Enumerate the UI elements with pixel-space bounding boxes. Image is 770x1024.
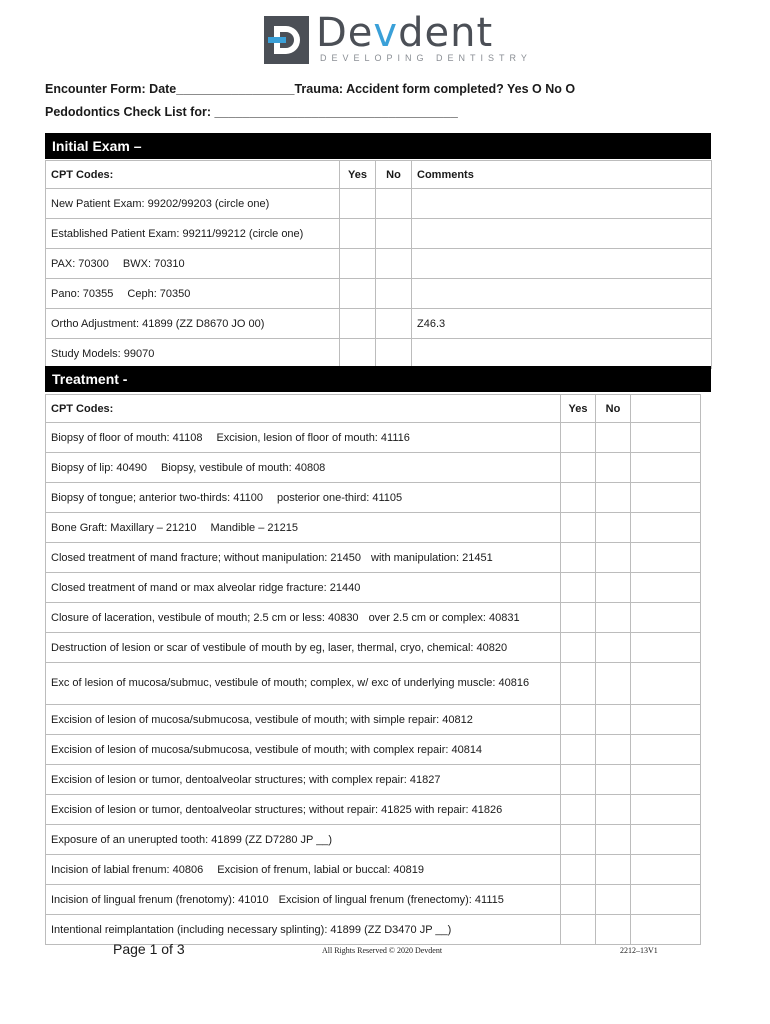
notes-cell[interactable] — [631, 603, 701, 633]
table-row — [46, 219, 712, 249]
notes-cell[interactable] — [631, 735, 701, 765]
initial-exam-heading: Initial Exam – — [45, 133, 711, 159]
page-number: Page 1 of 3 — [113, 941, 185, 957]
comment-cell[interactable] — [412, 189, 712, 219]
table-row — [46, 513, 701, 543]
comment-cell[interactable] — [412, 249, 712, 279]
form-code: 2212–13V1 — [620, 946, 658, 955]
devdent-logo-mark-icon — [264, 16, 309, 64]
no-cell[interactable] — [596, 795, 631, 825]
table-row — [46, 885, 701, 915]
yes-cell[interactable] — [561, 795, 596, 825]
no-cell[interactable] — [376, 189, 412, 219]
no-header: No — [596, 395, 631, 423]
comment-cell[interactable]: Z46.3 — [412, 309, 712, 339]
no-cell[interactable] — [596, 855, 631, 885]
no-cell[interactable] — [596, 483, 631, 513]
yes-cell[interactable] — [561, 915, 596, 945]
yes-header: Yes — [340, 161, 376, 189]
treatment-table — [45, 394, 701, 945]
cpt-cell: Closed treatment of mand or max alveolar ridge fracture: 21440 — [46, 573, 561, 603]
logo-wordmark: Devdent — [316, 10, 494, 56]
notes-cell[interactable] — [631, 795, 701, 825]
no-cell[interactable] — [596, 423, 631, 453]
cpt-cell: Destruction of lesion or scar of vestibule of mouth by eg, laser, thermal, cryo, chemical: 40820 — [46, 633, 561, 663]
cpt-cell: Excision of lesion of mucosa/submucosa, vestibule of mouth; with simple repair: 40812 — [46, 705, 561, 735]
cpt-cell: Established Patient Exam: 99211/99212 (circle one) — [46, 219, 340, 249]
no-cell[interactable] — [596, 915, 631, 945]
yes-cell[interactable] — [561, 603, 596, 633]
notes-cell[interactable] — [631, 543, 701, 573]
yes-cell[interactable] — [561, 483, 596, 513]
yes-cell[interactable] — [561, 705, 596, 735]
notes-cell[interactable] — [631, 663, 701, 705]
initial-exam-table — [45, 160, 712, 369]
cpt-cell: Closure of laceration, vestibule of mouth; 2.5 cm or less: 40830 over 2.5 cm or complex: 40831 — [46, 603, 561, 633]
table-row — [46, 603, 701, 633]
table-row — [46, 423, 701, 453]
notes-cell[interactable] — [631, 825, 701, 855]
yes-cell[interactable] — [561, 663, 596, 705]
yes-cell[interactable] — [561, 855, 596, 885]
copyright-notice: All Rights Reserved © 2020 Devdent — [322, 946, 443, 955]
no-cell[interactable] — [596, 453, 631, 483]
notes-cell[interactable] — [631, 705, 701, 735]
devdent-logo — [264, 10, 532, 68]
cpt-cell: PAX: 70300 BWX: 70310 — [46, 249, 340, 279]
no-header: No — [376, 161, 412, 189]
notes-cell[interactable] — [631, 423, 701, 453]
no-cell[interactable] — [596, 663, 631, 705]
cpt-cell: Incision of lingual frenum (frenotomy): 41010 Excision of lingual frenum (frenectomy): 41115 — [46, 885, 561, 915]
yes-cell[interactable] — [340, 189, 376, 219]
yes-cell[interactable] — [340, 309, 376, 339]
no-cell[interactable] — [596, 885, 631, 915]
table-row — [46, 309, 712, 339]
yes-cell[interactable] — [561, 513, 596, 543]
no-cell[interactable] — [596, 735, 631, 765]
table-row — [46, 483, 701, 513]
no-cell[interactable] — [376, 249, 412, 279]
no-cell[interactable] — [376, 279, 412, 309]
notes-cell[interactable] — [631, 453, 701, 483]
notes-cell[interactable] — [631, 915, 701, 945]
checklist-line: Pedodontics Check List for: ___________________________________ — [45, 105, 458, 119]
no-cell[interactable] — [376, 339, 412, 369]
yes-cell[interactable] — [340, 339, 376, 369]
yes-cell[interactable] — [561, 573, 596, 603]
notes-cell[interactable] — [631, 765, 701, 795]
table-row — [46, 795, 701, 825]
comment-cell[interactable] — [412, 339, 712, 369]
yes-cell[interactable] — [340, 219, 376, 249]
yes-cell[interactable] — [561, 543, 596, 573]
treatment-header-row — [46, 395, 701, 423]
yes-cell[interactable] — [561, 423, 596, 453]
table-row — [46, 189, 712, 219]
notes-cell[interactable] — [631, 885, 701, 915]
yes-cell[interactable] — [561, 765, 596, 795]
table-row — [46, 573, 701, 603]
cpt-cell: New Patient Exam: 99202/99203 (circle one) — [46, 189, 340, 219]
cpt-cell: Excision of lesion or tumor, dentoalveolar structures; without repair: 41825 with repair: 41826 — [46, 795, 561, 825]
table-row — [46, 825, 701, 855]
table-row — [46, 735, 701, 765]
table-row — [46, 663, 701, 705]
yes-cell[interactable] — [561, 735, 596, 765]
table-row — [46, 633, 701, 663]
notes-cell[interactable] — [631, 483, 701, 513]
table-row — [46, 705, 701, 735]
cpt-cell: Excision of lesion or tumor, dentoalveolar structures; with complex repair: 41827 — [46, 765, 561, 795]
table-row — [46, 279, 712, 309]
no-cell[interactable] — [596, 825, 631, 855]
no-cell[interactable] — [596, 603, 631, 633]
table-row — [46, 339, 712, 369]
cpt-header: CPT Codes: — [46, 395, 561, 423]
table-row — [46, 915, 701, 945]
cpt-cell: Study Models: 99070 — [46, 339, 340, 369]
cpt-cell: Closed treatment of mand fracture; without manipulation: 21450 with manipulation: 21451 — [46, 543, 561, 573]
yes-cell[interactable] — [340, 249, 376, 279]
cpt-cell: Ortho Adjustment: 41899 (ZZ D8670 JO 00) — [46, 309, 340, 339]
cpt-cell: Incision of labial frenum: 40806 Excision of frenum, labial or buccal: 40819 — [46, 855, 561, 885]
no-cell[interactable] — [596, 765, 631, 795]
cpt-cell: Excision of lesion of mucosa/submucosa, vestibule of mouth; with complex repair: 40814 — [46, 735, 561, 765]
notes-cell[interactable] — [631, 573, 701, 603]
logo-tagline: DEVELOPING DENTISTRY — [320, 53, 532, 63]
no-cell[interactable] — [376, 309, 412, 339]
cpt-cell: Intentional reimplantation (including necessary splinting): 41899 (ZZ D3470 JP __) — [46, 915, 561, 945]
notes-cell[interactable] — [631, 513, 701, 543]
cpt-cell: Exposure of an unerupted tooth: 41899 (ZZ D7280 JP __) — [46, 825, 561, 855]
no-cell[interactable] — [596, 633, 631, 663]
cpt-cell: Pano: 70355 Ceph: 70350 — [46, 279, 340, 309]
initial-exam-header-row — [46, 161, 712, 189]
notes-cell[interactable] — [631, 855, 701, 885]
cpt-cell: Biopsy of floor of mouth: 41108 Excision, lesion of floor of mouth: 41116 — [46, 423, 561, 453]
extra-header — [631, 395, 701, 423]
yes-header: Yes — [561, 395, 596, 423]
no-cell[interactable] — [596, 513, 631, 543]
yes-cell[interactable] — [561, 453, 596, 483]
table-row — [46, 543, 701, 573]
no-cell[interactable] — [596, 573, 631, 603]
cpt-cell: Biopsy of lip: 40490 Biopsy, vestibule of mouth: 40808 — [46, 453, 561, 483]
no-cell[interactable] — [596, 705, 631, 735]
table-row — [46, 249, 712, 279]
yes-cell[interactable] — [561, 885, 596, 915]
yes-cell[interactable] — [561, 633, 596, 663]
comments-header: Comments — [412, 161, 712, 189]
cpt-header: CPT Codes: — [46, 161, 340, 189]
notes-cell[interactable] — [631, 633, 701, 663]
cpt-cell: Biopsy of tongue; anterior two-thirds: 41100 posterior one-third: 41105 — [46, 483, 561, 513]
table-row — [46, 765, 701, 795]
cpt-cell: Exc of lesion of mucosa/submuc, vestibule of mouth; complex, w/ exc of underlying muscle: 40816 — [46, 663, 561, 705]
table-row — [46, 855, 701, 885]
no-cell[interactable] — [596, 543, 631, 573]
table-row — [46, 453, 701, 483]
yes-cell[interactable] — [340, 279, 376, 309]
comment-cell[interactable] — [412, 279, 712, 309]
yes-cell[interactable] — [561, 825, 596, 855]
comment-cell[interactable] — [412, 219, 712, 249]
cpt-cell: Bone Graft: Maxillary – 21210 Mandible – 21215 — [46, 513, 561, 543]
encounter-line: Encounter Form: Date_________________Trauma: Accident form completed? Yes O No O — [45, 82, 576, 96]
treatment-heading: Treatment - — [45, 366, 711, 392]
no-cell[interactable] — [376, 219, 412, 249]
